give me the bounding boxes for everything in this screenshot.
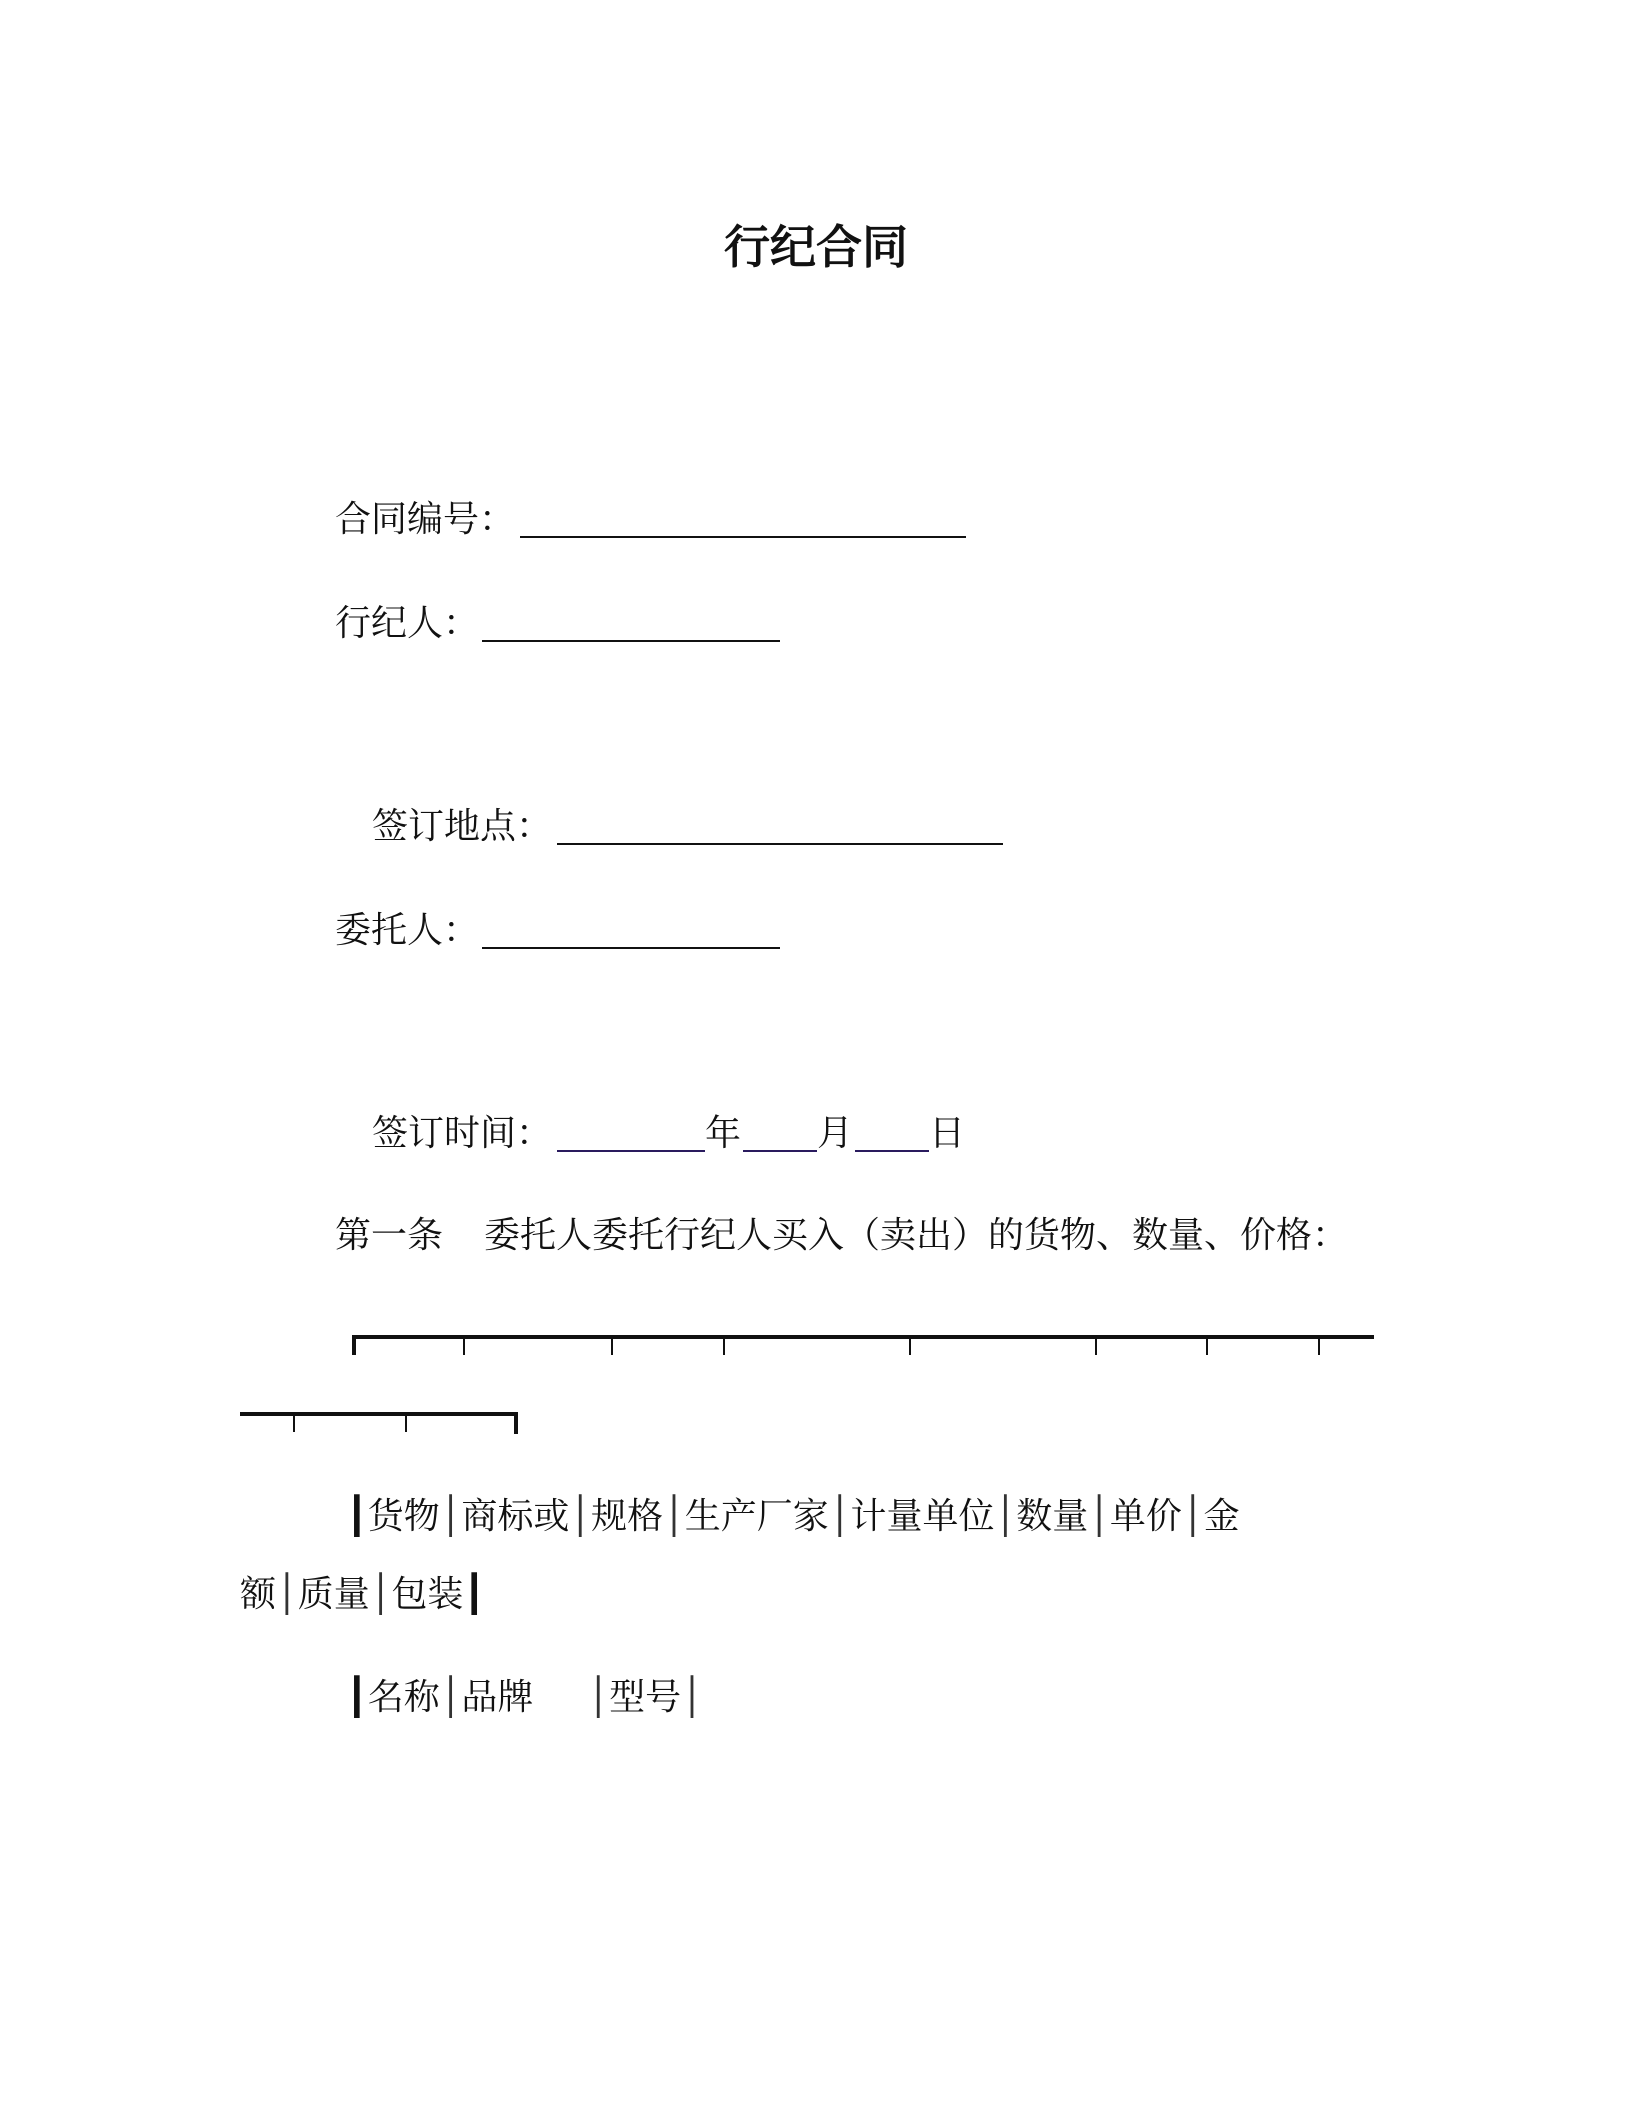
col-maker: 生产厂家 xyxy=(684,1496,829,1537)
day-blank[interactable] xyxy=(855,1150,929,1152)
article-1-text: 委托人委托行纪人买入（卖出）的货物、数量、价格： xyxy=(484,1215,1349,1256)
agent-label: 行纪人： xyxy=(335,603,480,644)
signing-time-label: 签订时间： xyxy=(372,1113,553,1154)
col-brand-or: 商标或 xyxy=(461,1496,570,1537)
col-unit: 计量单位 xyxy=(850,1496,995,1537)
col-name: 名称 xyxy=(367,1677,440,1718)
table-header-row-1: ┃货物│商标或│规格│生产厂家│计量单位│数量│单价│金 xyxy=(346,1496,1240,1537)
col-price: 单价 xyxy=(1109,1496,1182,1537)
month-blank[interactable] xyxy=(743,1150,817,1152)
col-package: 包装 xyxy=(391,1574,464,1615)
col-amount-a: 金 xyxy=(1203,1496,1240,1537)
document-title: 行纪合同 xyxy=(724,220,908,274)
contract-number-label: 合同编号： xyxy=(335,499,516,540)
col-goods: 货物 xyxy=(367,1496,440,1537)
col-qty: 数量 xyxy=(1016,1496,1089,1537)
principal-blank[interactable] xyxy=(482,947,780,949)
year-blank[interactable] xyxy=(557,1150,705,1152)
day-label: 日 xyxy=(929,1113,966,1154)
agent-blank[interactable] xyxy=(482,640,780,642)
article-1-heading: 第一条 xyxy=(335,1215,444,1256)
col-model: 型号 xyxy=(609,1677,682,1718)
col-amount-b: 额 xyxy=(240,1574,277,1615)
signing-place-blank[interactable] xyxy=(557,843,1003,845)
col-quality: 质量 xyxy=(297,1574,370,1615)
contract-number-blank[interactable] xyxy=(520,536,966,538)
col-spec: 规格 xyxy=(591,1496,664,1537)
col-brand: 品牌 xyxy=(461,1677,534,1718)
year-label: 年 xyxy=(705,1113,742,1154)
month-label: 月 xyxy=(817,1113,854,1154)
signing-place-label: 签订地点： xyxy=(372,806,553,847)
principal-label: 委托人： xyxy=(335,910,480,951)
table-header-row-2: ┃名称│品牌 │型号│ xyxy=(346,1677,703,1718)
table-header-row-1-wrap: 额│质量│包装┃ xyxy=(240,1574,486,1615)
